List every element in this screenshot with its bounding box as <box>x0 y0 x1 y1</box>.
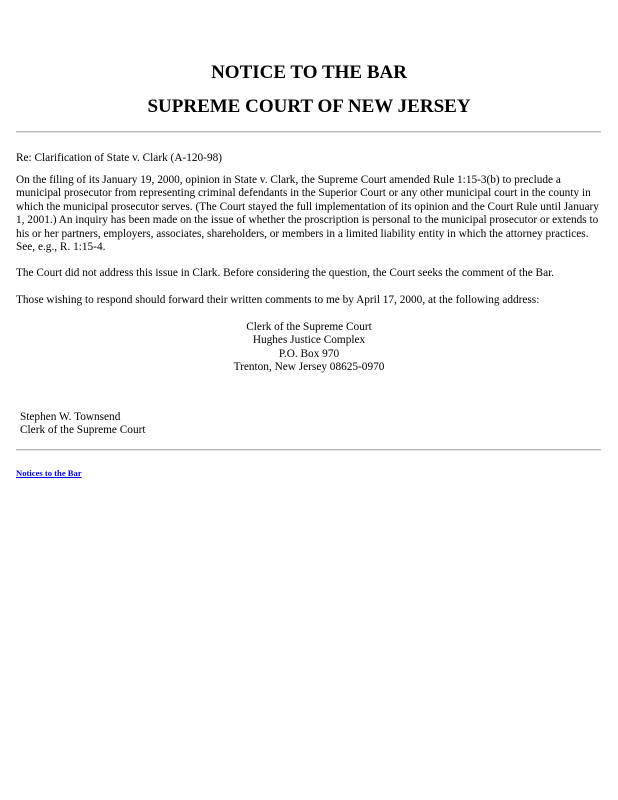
address-line-4: Trenton, New Jersey 08625-0970 <box>233 361 385 374</box>
page-title: NOTICE TO THE BAR <box>211 62 407 83</box>
paragraph-2: The Court did not address this issue in Clark. Before considering the question, the Court seeks the comment of the Bar. <box>16 267 555 279</box>
notices-to-the-bar-link[interactable]: Notices to the Bar <box>16 468 82 478</box>
address-line-3: P.O. Box 970 <box>278 347 340 360</box>
bottom-divider <box>16 449 601 451</box>
address-line-2: Hughes Justice Complex <box>252 334 366 347</box>
signature-title: Clerk of the Supreme Court <box>20 424 146 437</box>
page-subtitle: SUPREME COURT OF NEW JERSEY <box>147 96 471 117</box>
re-line: Re: Clarification of State v. Clark (A-120-98) <box>16 152 223 164</box>
paragraph-1: On the filing of its January 19, 2000, opinion in State v. Clark, the Supreme Court amended Rule 1:15-3(b) to preclude a municipal prosecutor from representing criminal defendants in the Superior Court or any other municipal court in the county in which the municipal prosecutor serves. (The Court stayed the full implementation of its opinion and the Court Rule until January 1, 2001.) An inquiry has been made on the issue of whether the proscription is personal to the municipal prosecutor or extends to his or her partners, employers, associates, shareholders, or members in a limited liability entity in which the attorney practices. See, e.g., R. 1:15-4. <box>16 174 599 254</box>
address-line-1: Clerk of the Supreme Court <box>246 321 372 333</box>
signature-block <box>20 411 146 438</box>
paragraph-3: Those wishing to respond should forward their written comments to me by April 17, 2000, at the following address: <box>16 294 540 306</box>
top-divider <box>16 131 601 133</box>
signature-name: Stephen W. Townsend <box>20 411 121 423</box>
mailing-address <box>0 321 618 375</box>
